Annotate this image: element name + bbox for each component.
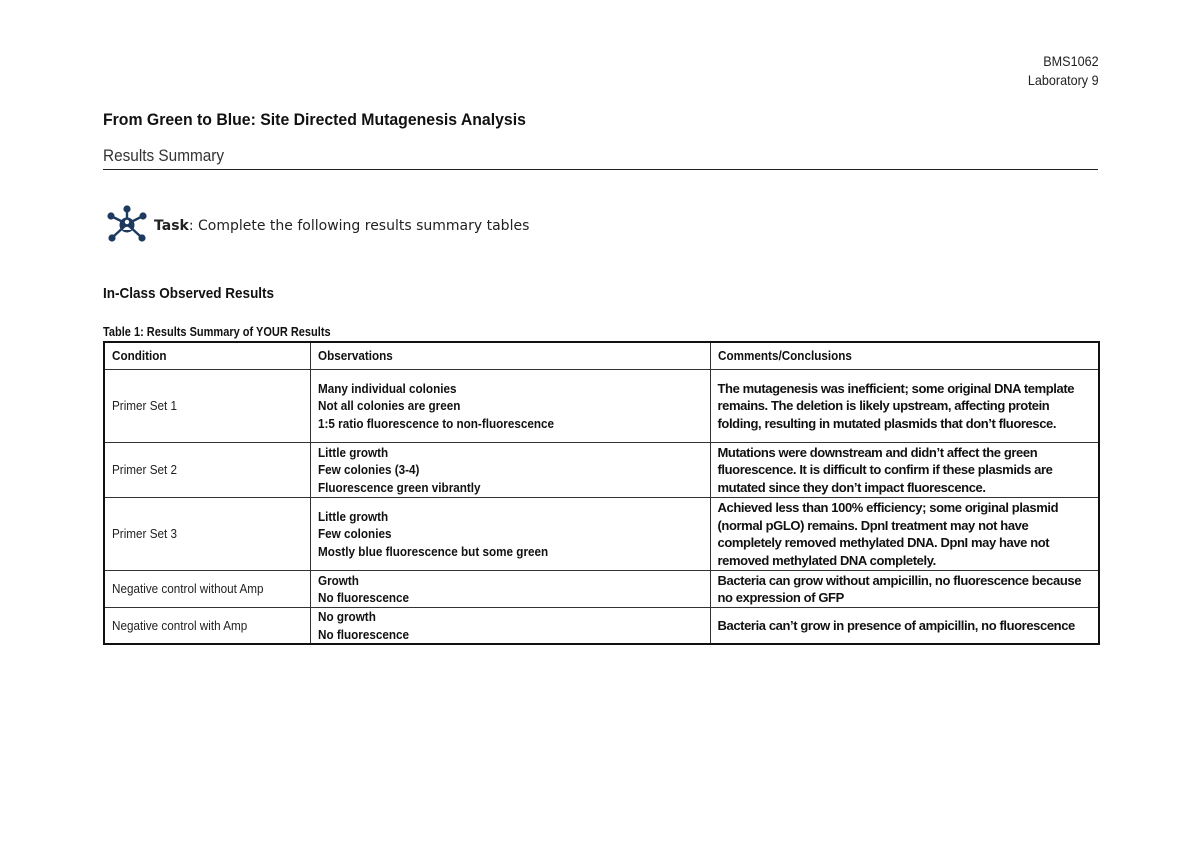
section-heading: Results Summary (103, 147, 225, 165)
observation-line: Little growth (317, 508, 388, 524)
observation-line: Little growth (317, 444, 388, 460)
table-row (104, 571, 1099, 608)
observation-line: No fluorescence (317, 626, 409, 642)
task-instruction (105, 206, 529, 246)
column-header-observations: Observations (310, 342, 710, 370)
observations-cell (310, 443, 710, 498)
condition-cell: Primer Set 1 (104, 370, 310, 443)
observations-cell (310, 370, 710, 443)
condition-cell: Negative control with Amp (104, 608, 310, 645)
heading-divider (103, 169, 1098, 170)
condition-cell: Primer Set 2 (104, 443, 310, 498)
observation-line: No fluorescence (317, 590, 409, 605)
task-description: : Complete the following results summary tables (188, 218, 530, 234)
observations-cell (310, 608, 710, 645)
table-row (104, 370, 1099, 443)
observation-line: Fluorescence green vibrantly (317, 479, 481, 495)
comments-cell: Bacteria can grow without ampicillin, no fluorescence because no expression of GFP (710, 571, 1099, 608)
observations-cell (310, 498, 710, 571)
observation-line: 1:5 ratio fluorescence to non-fluorescence (317, 415, 554, 431)
table-header-row (104, 342, 1099, 370)
table-row (104, 608, 1099, 645)
lab-number: Laboratory 9 (1028, 72, 1099, 88)
page-header (1028, 52, 1099, 90)
table-row (104, 498, 1099, 571)
results-table (103, 341, 1100, 645)
table-row (104, 443, 1099, 498)
task-label: Task (154, 218, 189, 234)
comments-cell: The mutagenesis was inefficient; some original DNA template remains. The deletion is likely upstream, affecting protein folding, resulting in mutated plasmids that don’t fluoresce. (710, 370, 1099, 443)
comments-cell: Bacteria can’t grow in presence of ampicillin, no fluorescence (710, 608, 1099, 645)
condition-cell: Primer Set 3 (104, 498, 310, 571)
task-text (154, 218, 529, 234)
column-header-condition: Condition (104, 342, 310, 370)
condition-cell: Negative control without Amp (104, 571, 310, 608)
column-header-comments: Comments/Conclusions (710, 342, 1099, 370)
subheading: In-Class Observed Results (103, 285, 275, 302)
course-code: BMS1062 (1043, 53, 1099, 69)
observation-line: Mostly blue fluorescence but some green (317, 543, 548, 559)
observation-line: No growth (317, 609, 376, 624)
comments-cell: Achieved less than 100% efficiency; some original plasmid (normal pGLO) remains. DpnI treatment may not have completely removed methylated DNA. DpnI may have not removed methylated DNA completely. (710, 498, 1099, 571)
observation-line: Growth (317, 572, 359, 588)
observations-cell (310, 571, 710, 608)
document-title: From Green to Blue: Site Directed Mutagenesis Analysis (103, 110, 526, 129)
observation-line: Few colonies (3-4) (317, 462, 419, 478)
observation-line: Many individual colonies (317, 380, 456, 396)
table-caption: Table 1: Results Summary of YOUR Results (103, 325, 331, 339)
observation-line: Not all colonies are green (317, 398, 460, 414)
observation-line: Few colonies (317, 526, 391, 542)
molecule-network-icon (105, 204, 149, 249)
comments-cell: Mutations were downstream and didn’t affect the green fluorescence. It is difficult to confirm if these plasmids are mutated since they don’t impact fluorescence. (710, 443, 1099, 498)
